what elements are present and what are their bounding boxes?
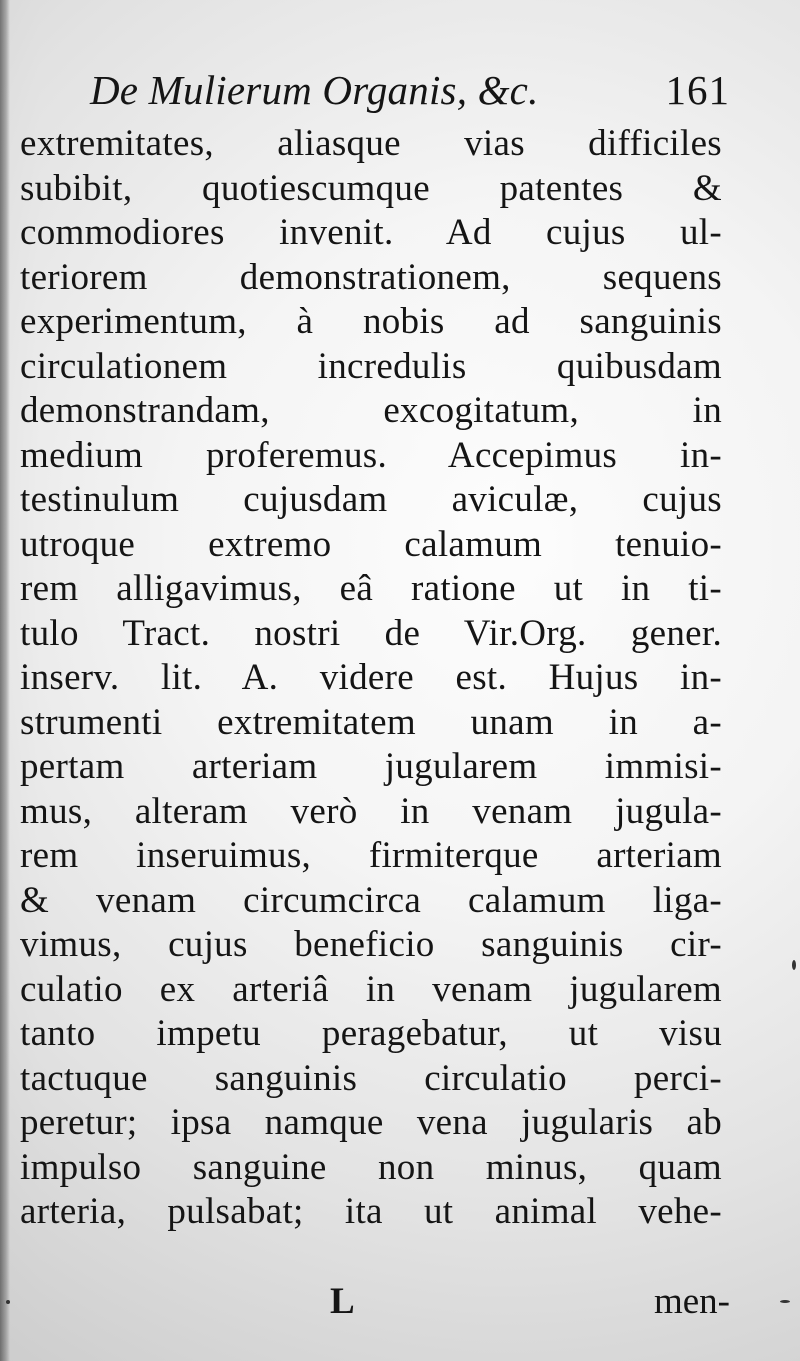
text-line: peretur; ipsa namque vena jugularis ab: [20, 1102, 722, 1143]
text-line: & venam circumcirca calamum liga-: [20, 879, 722, 921]
text-line: mus, alteram verò in venam jugula-: [20, 790, 722, 832]
page-gutter-shadow: [0, 0, 10, 1361]
ink-speck: [6, 1300, 10, 1304]
text-line: utroque extremo calamum tenuio-: [20, 523, 722, 565]
text-line: demonstrandam, excogitatum, in: [20, 390, 722, 431]
text-line: rem inseruimus, firmiterque arteriam: [20, 835, 722, 876]
text-line: circulationem incredulis quibusdam: [20, 345, 722, 387]
text-line: tactuque sanguinis circulatio perci-: [20, 1057, 722, 1099]
page-header: [90, 66, 730, 114]
body-text: [20, 122, 722, 1235]
text-line: subibit, quotiescumque patentes &: [20, 167, 722, 209]
text-line: tulo Tract. nostri de Vir.Org. gener.: [20, 612, 722, 654]
text-line: teriorem demonstrationem, sequens: [20, 256, 722, 298]
page-footer: [20, 1280, 730, 1324]
text-line: inserv. lit. A. videre est. Hujus in-: [20, 657, 722, 698]
text-line: tanto impetu peragebatur, ut visu: [20, 1013, 722, 1054]
catchword: men-: [653, 1281, 730, 1322]
ink-speck: [780, 1300, 790, 1303]
text-line: rem alligavimus, eâ ratione ut in ti-: [20, 568, 722, 609]
page-number: 161: [665, 67, 730, 113]
ink-speck: [792, 960, 796, 970]
text-line: vimus, cujus beneficio sanguinis cir-: [20, 924, 722, 965]
text-line: experimentum, à nobis ad sanguinis: [20, 301, 722, 342]
signature-mark: L: [330, 1281, 355, 1322]
text-line: commodiores invenit. Ad cujus ul-: [20, 212, 722, 253]
text-line: culatio ex arteriâ in venam jugularem: [20, 968, 722, 1010]
text-line: strumenti extremitatem unam in a-: [20, 701, 722, 743]
text-line: extremitates, aliasque vias difficiles: [20, 123, 722, 164]
running-title: De Mulierum Organis, &c.: [90, 67, 539, 113]
text-line: pertam arteriam jugularem immisi-: [20, 746, 722, 787]
text-line: medium proferemus. Accepimus in-: [20, 434, 722, 476]
text-line: impulso sanguine non minus, quam: [20, 1146, 722, 1188]
text-line: testinulum cujusdam aviculæ, cujus: [20, 479, 722, 520]
text-line: arteria, pulsabat; ita ut animal vehe-: [20, 1191, 722, 1232]
